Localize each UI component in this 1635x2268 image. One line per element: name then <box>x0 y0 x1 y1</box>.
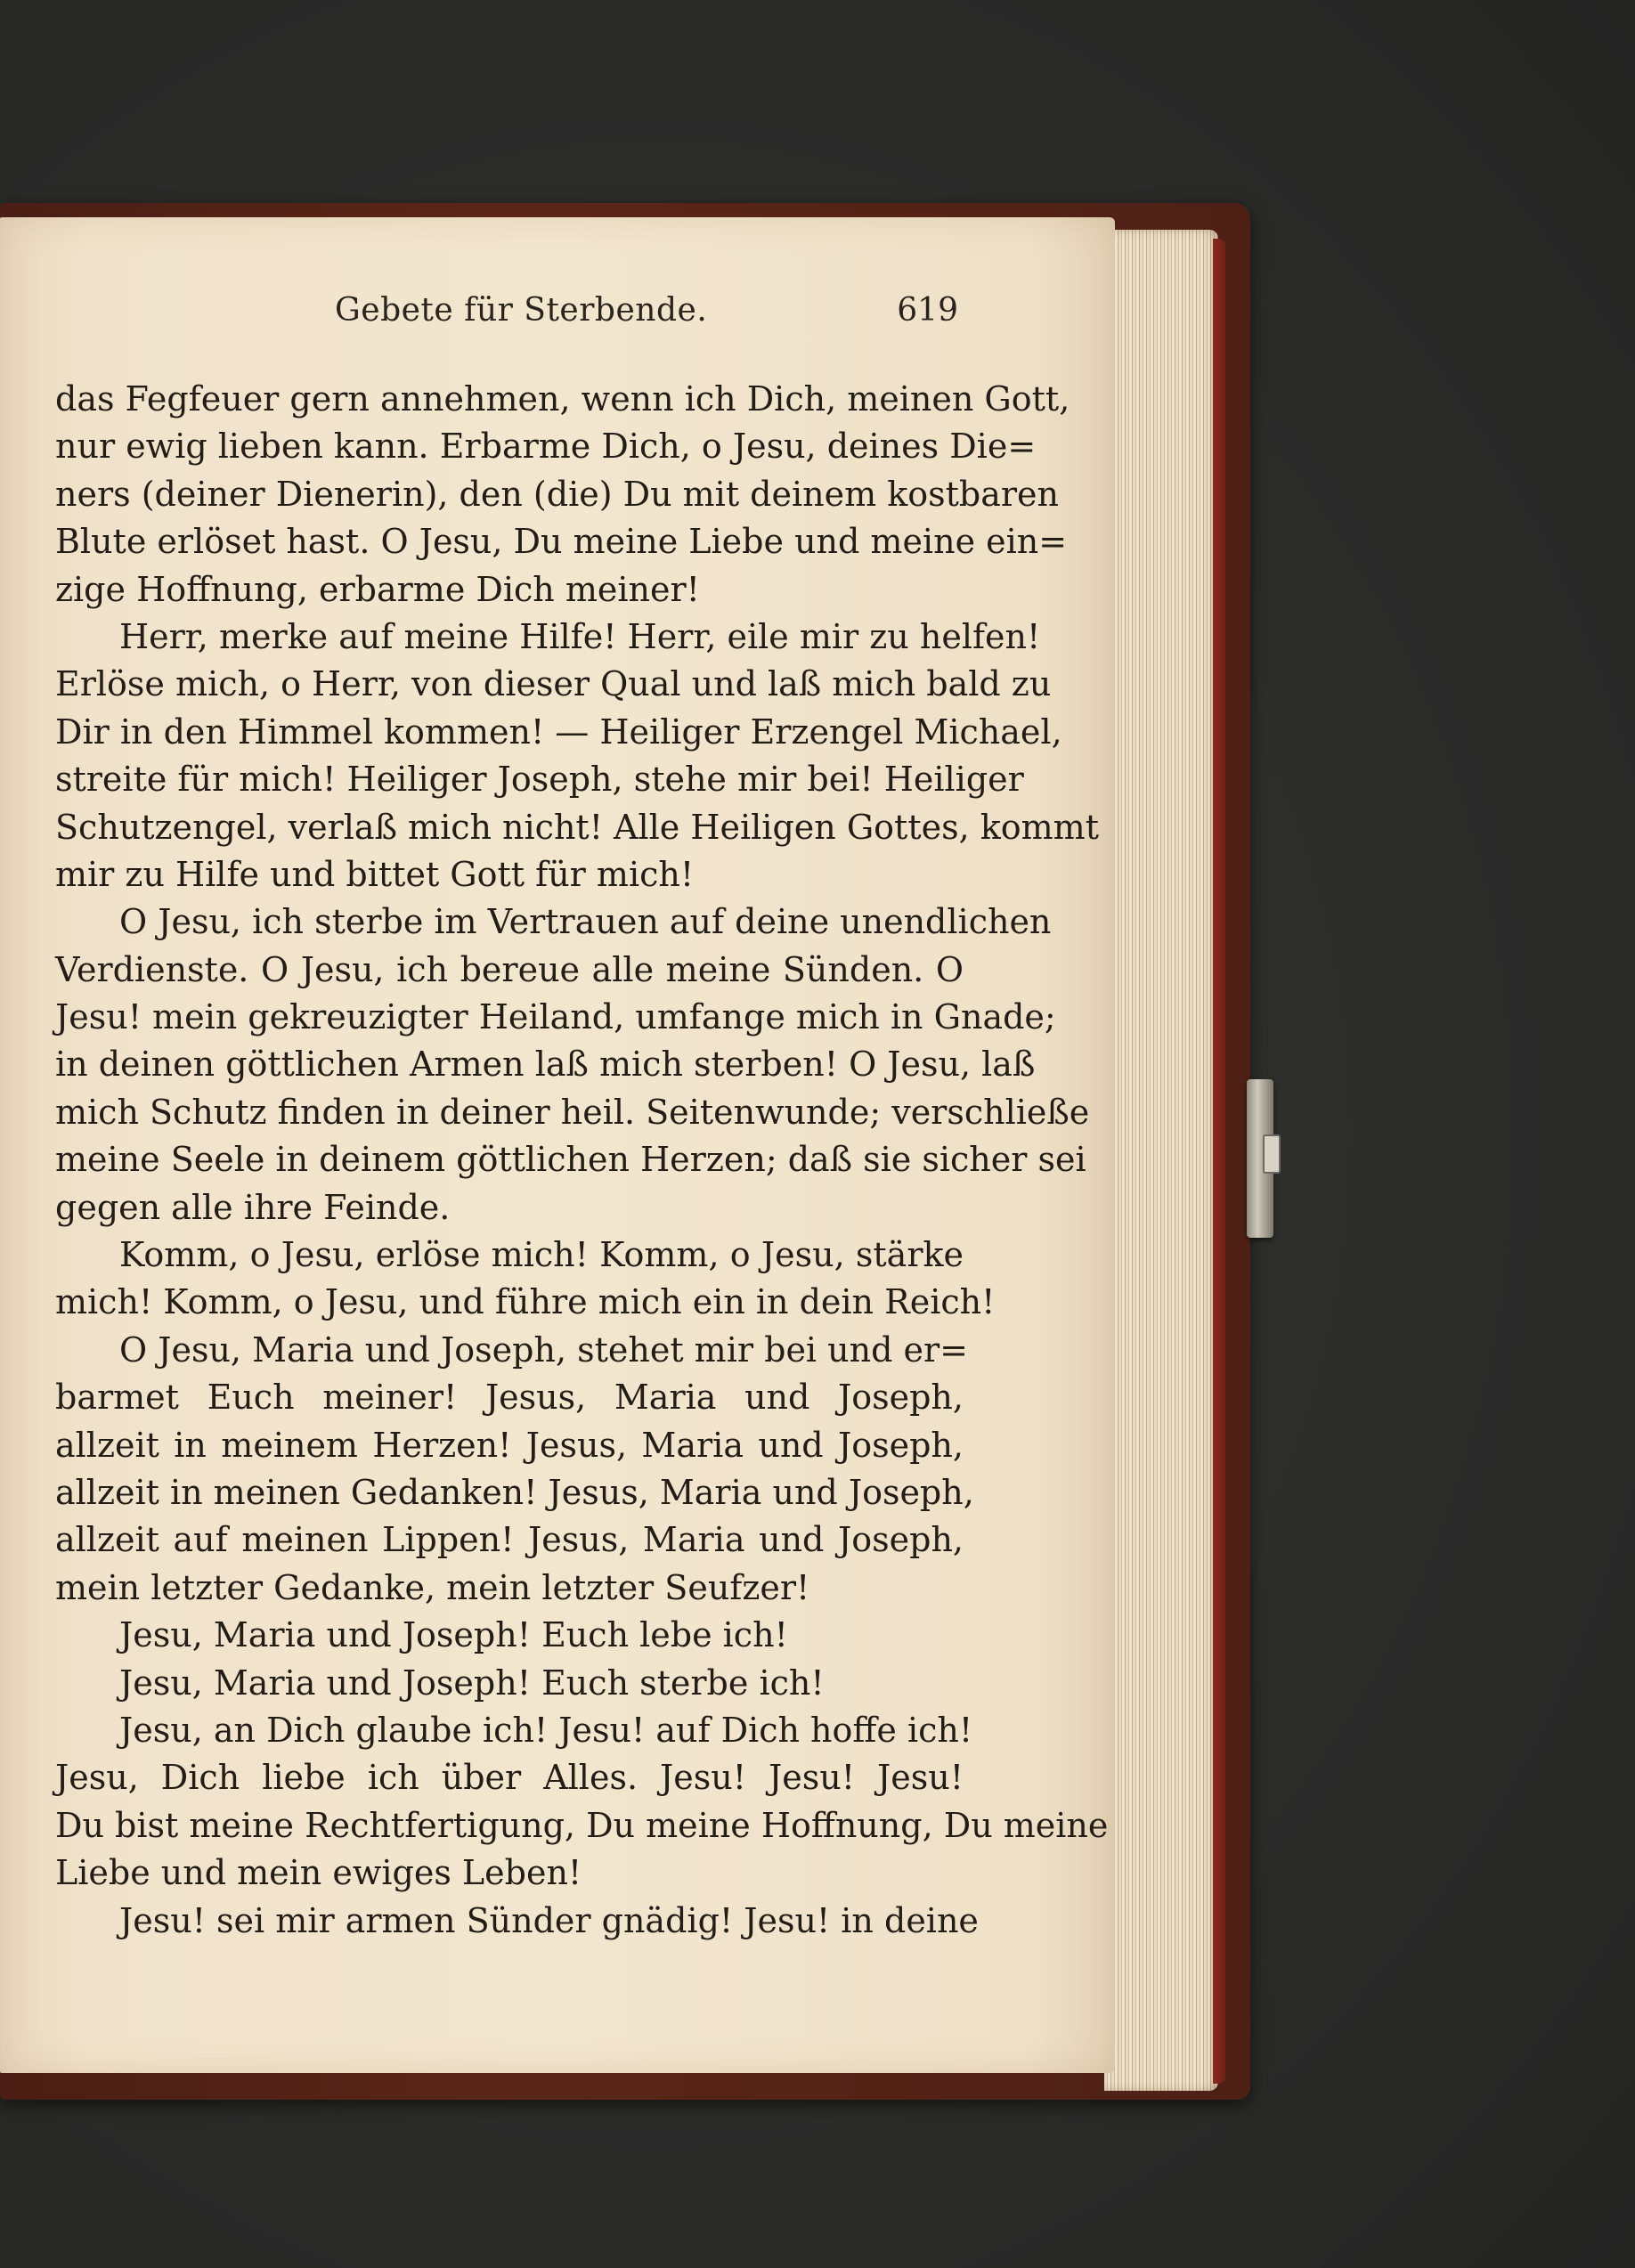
text-line: Liebe und mein ewiges Leben! <box>55 1853 582 1893</box>
text-line: O Jesu, ich sterbe im Vertrauen auf deine unendlichen <box>119 902 1052 942</box>
text-line: Jesu, Maria und Joseph! Euch sterbe ich! <box>119 1662 825 1703</box>
text-line: Jesu! sei mir armen Sünder gnädig! Jesu! in deine <box>119 1900 979 1940</box>
text-line: allzeit auf meinen Lippen! Jesus, Maria und Joseph, <box>55 1520 964 1560</box>
text-line: nur ewig lieben kann. Erbarme Dich, o Jesu, deines Die= <box>55 427 1037 467</box>
text-line: mich! Komm, o Jesu, und führe mich ein in dein Reich! <box>55 1282 996 1322</box>
text-line: mir zu Hilfe und bittet Gott für mich! <box>55 854 695 894</box>
text-line: allzeit in meinen Gedanken! Jesus, Maria und Joseph, <box>55 1472 974 1512</box>
book-page <box>0 217 1115 2073</box>
text-line: in deinen göttlichen Armen laß mich sterben! O Jesu, laß <box>55 1045 1036 1085</box>
text-line: mein letzter Gedanke, mein letzter Seufzer! <box>55 1567 810 1607</box>
text-line: mich Schutz finden in deiner heil. Seitenwunde; verschließe <box>55 1092 1090 1132</box>
page-edges <box>1104 230 1218 2091</box>
text-line: Jesu, an Dich glaube ich! Jesu! auf Dich hoffe ich! <box>119 1710 973 1750</box>
text-line: Jesu, Dich liebe ich über Alles. Jesu! Jesu! Jesu! <box>55 1758 964 1798</box>
text-line: Komm, o Jesu, erlöse mich! Komm, o Jesu, stärke <box>119 1235 964 1275</box>
text-line: Du bist meine Rechtfertigung, Du meine Hoffnung, Du meine <box>55 1805 1109 1845</box>
text-line: ners (deiner Dienerin), den (die) Du mit deinem kostbaren <box>55 474 1059 514</box>
text-line: allzeit in meinem Herzen! Jesus, Maria und Joseph, <box>55 1425 964 1465</box>
running-head <box>62 292 958 345</box>
text-line: Blute erlöset hast. O Jesu, Du meine Liebe und meine ein= <box>55 522 1068 562</box>
text-line: Schutzengel, verlaß mich nicht! Alle Heiligen Gottes, kommt <box>55 807 1099 847</box>
text-line: O Jesu, Maria und Joseph, stehet mir bei und er= <box>119 1329 969 1370</box>
text-line: gegen alle ihre Feinde. <box>55 1187 451 1227</box>
page-number: 619 <box>897 292 958 329</box>
text-line: Erlöse mich, o Herr, von dieser Qual und laß mich bald zu <box>55 664 1052 704</box>
text-line: zige Hoffnung, erbarme Dich meiner! <box>55 569 700 609</box>
text-line: Verdienste. O Jesu, ich bereue alle meine Sünden. O <box>55 949 964 989</box>
text-line: Dir in den Himmel kommen! — Heiliger Erzengel Michael, <box>55 711 1062 752</box>
text-line: Jesu, Maria und Joseph! Euch lebe ich! <box>119 1615 788 1655</box>
red-page-edge <box>1213 239 1225 2084</box>
text-line: das Fegfeuer gern annehmen, wenn ich Dich, meinen Gott, <box>55 379 1070 419</box>
text-line: meine Seele in deinem göttlichen Herzen; daß sie sicher sei <box>55 1140 1086 1180</box>
text-line: Jesu! mein gekreuzigter Heiland, umfange mich in Gnade; <box>55 997 1056 1037</box>
text-line: barmet Euch meiner! Jesus, Maria und Joseph, <box>55 1378 964 1418</box>
clasp-knob-icon <box>1263 1134 1281 1174</box>
body-text <box>55 376 1109 2005</box>
running-title: Gebete für Sterbende. <box>335 292 708 329</box>
text-line: Herr, merke auf meine Hilfe! Herr, eile mir zu helfen! <box>119 616 1041 656</box>
text-line: streite für mich! Heiliger Joseph, stehe mir bei! Heiliger <box>55 760 1024 800</box>
